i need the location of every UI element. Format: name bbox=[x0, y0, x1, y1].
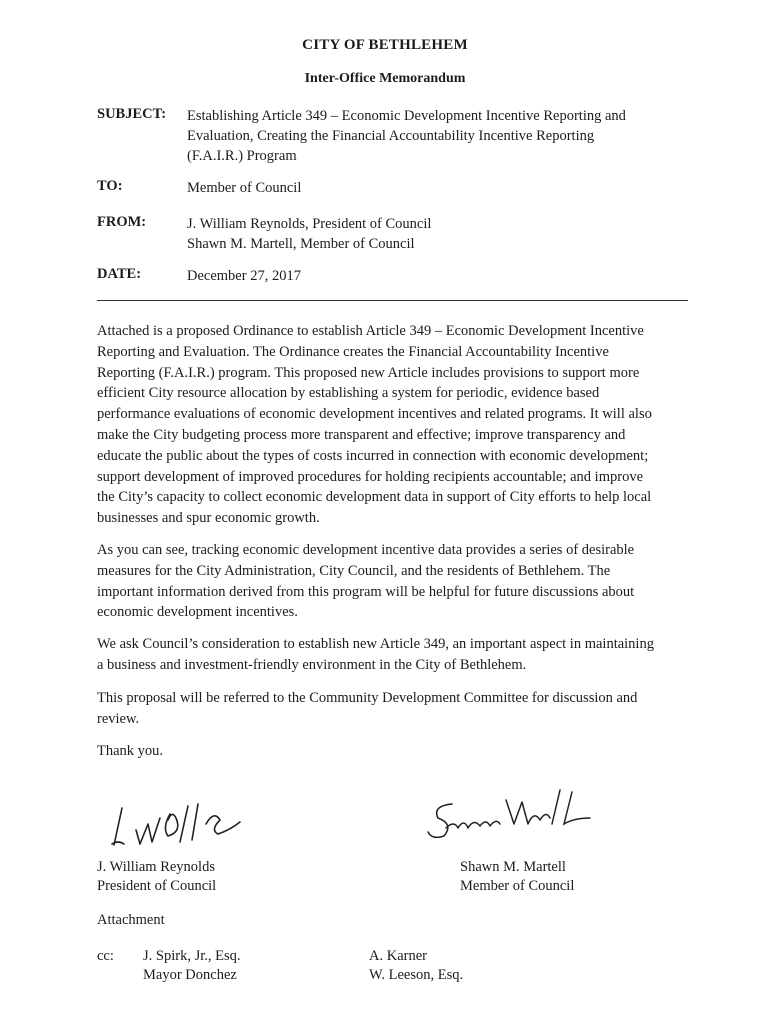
date-value: December 27, 2017 bbox=[187, 268, 301, 284]
cc-recipient: W. Leeson, Esq. bbox=[369, 967, 464, 983]
from-line: J. William Reynolds, President of Council bbox=[187, 216, 432, 232]
memo-type-heading: Inter-Office Memorandum bbox=[304, 71, 466, 86]
paragraph-line: important information derived from this program will be helpful for future discussions about bbox=[97, 583, 635, 600]
paragraph-line: make the City budgeting process more transparent and effective; improve transparency and bbox=[97, 426, 626, 443]
paragraph-line: educate the public about the types of costs incurred in connection with economic development; bbox=[97, 447, 649, 464]
paragraph-line: support development of improved procedures for holding recipients accountable; and improve bbox=[97, 468, 644, 485]
subject-line: Establishing Article 349 – Economic Development Incentive Reporting and bbox=[187, 108, 626, 124]
body-paragraph-2 bbox=[97, 540, 677, 623]
paragraph-line: the City’s capacity to collect economic development data in support of City efforts to help local bbox=[97, 489, 652, 506]
paragraph-line: economic development incentives. bbox=[97, 604, 298, 621]
subject-label: SUBJECT: bbox=[97, 106, 167, 122]
body-paragraph-1 bbox=[97, 321, 677, 529]
cc-label: cc: bbox=[97, 948, 114, 964]
paragraph-line: performance evaluations of economic development incentives and related programs. It will also bbox=[97, 406, 652, 423]
city-heading: CITY OF BETHLEHEM bbox=[302, 37, 468, 53]
signature-martell bbox=[424, 788, 594, 848]
paragraph-line: efficient City resource allocation by establishing a system for periodic, evidence based bbox=[97, 385, 600, 402]
to-label: TO: bbox=[97, 178, 123, 194]
signer-title: Member of Council bbox=[460, 878, 575, 894]
body-paragraph-3 bbox=[97, 634, 677, 676]
paragraph-line: Reporting and Evaluation. The Ordinance creates the Financial Accountability Incentive bbox=[97, 343, 609, 360]
paragraph-line: review. bbox=[97, 710, 140, 727]
signer-title: President of Council bbox=[97, 878, 217, 894]
paragraph-line: Attached is a proposed Ordinance to establish Article 349 – Economic Development Incentive bbox=[97, 323, 644, 339]
header-divider bbox=[97, 300, 688, 301]
signer-name: Shawn M. Martell bbox=[460, 859, 566, 875]
signature-reynolds bbox=[110, 800, 250, 855]
paragraph-line: measures for the City Administration, City Council, and the residents of Bethlehem. The bbox=[97, 562, 611, 579]
paragraph-line: businesses and spur economic growth. bbox=[97, 510, 320, 527]
paragraph-line: Reporting (F.A.I.R.) program. This proposed new Article includes provisions to support more bbox=[97, 364, 640, 381]
signer-block-left bbox=[97, 858, 216, 896]
cc-recipient: J. Spirk, Jr., Esq. bbox=[143, 948, 241, 964]
closing-thanks: Thank you. bbox=[97, 743, 164, 759]
attachment-note: Attachment bbox=[97, 912, 165, 928]
from-value bbox=[187, 214, 667, 254]
paragraph-line: a business and investment-friendly environment in the City of Bethlehem. bbox=[97, 656, 527, 673]
date-label: DATE: bbox=[97, 266, 142, 282]
subject-line: (F.A.I.R.) Program bbox=[187, 148, 297, 164]
cc-list-right bbox=[369, 947, 463, 985]
to-value: Member of Council bbox=[187, 180, 302, 196]
signer-block-right bbox=[460, 858, 574, 896]
paragraph-line: We ask Council’s consideration to establish new Article 349, an important aspect in maintaining bbox=[97, 636, 654, 652]
cc-recipient: Mayor Donchez bbox=[143, 967, 237, 983]
from-label: FROM: bbox=[97, 214, 147, 230]
subject-value bbox=[187, 106, 667, 166]
signer-name: J. William Reynolds bbox=[97, 859, 215, 875]
paragraph-line: This proposal will be referred to the Community Development Committee for discussion and bbox=[97, 690, 638, 706]
from-line: Shawn M. Martell, Member of Council bbox=[187, 236, 415, 252]
cc-list-left bbox=[143, 947, 241, 985]
subject-line: Evaluation, Creating the Financial Accountability Incentive Reporting bbox=[187, 128, 595, 144]
body-paragraph-4 bbox=[97, 688, 677, 730]
cc-recipient: A. Karner bbox=[369, 948, 427, 964]
paragraph-line: As you can see, tracking economic development incentive data provides a series of desirable bbox=[97, 542, 635, 558]
